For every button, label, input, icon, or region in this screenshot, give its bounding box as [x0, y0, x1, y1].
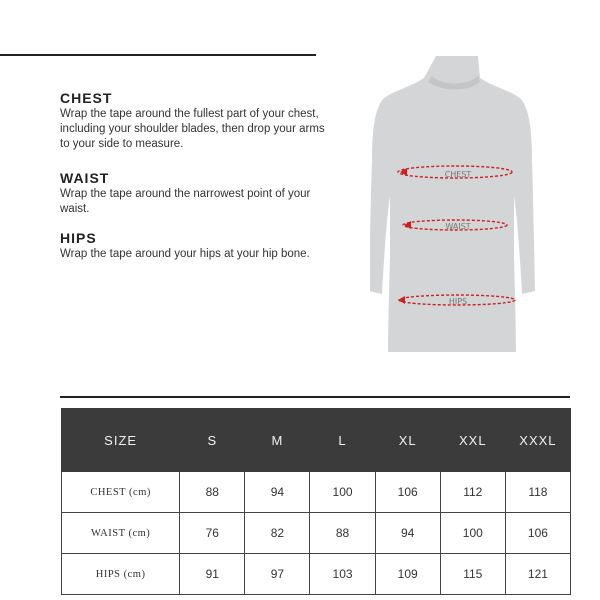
size-chart-table	[61, 408, 571, 595]
table-cell: 103	[310, 554, 375, 595]
table-cell: 88	[310, 513, 375, 554]
table-cell: 91	[180, 554, 245, 595]
row-label-waist: WAIST (cm)	[62, 513, 180, 554]
chest-description: Wrap the tape around the fullest part of your chest, including your shoulder blades, then drop your arms to your side to measure.	[60, 108, 325, 150]
row-label-chest: CHEST (cm)	[62, 472, 180, 513]
header-m: M	[245, 409, 310, 472]
hips-instruction	[60, 230, 330, 262]
table-cell: 94	[245, 472, 310, 513]
table-row	[62, 513, 571, 554]
chest-heading: CHEST	[60, 90, 113, 106]
header-s: S	[180, 409, 245, 472]
chest-instruction	[60, 90, 330, 152]
hips-heading: HIPS	[60, 230, 97, 246]
table-cell: 106	[505, 513, 570, 554]
table-cell: 118	[505, 472, 570, 513]
header-xl: XL	[375, 409, 440, 472]
row-label-hips: HIPS (cm)	[62, 554, 180, 595]
table-cell: 94	[375, 513, 440, 554]
header-xxl: XXL	[440, 409, 505, 472]
body-silhouette	[370, 56, 535, 352]
chest-tape-label: CHEST	[444, 170, 472, 179]
table-row	[62, 554, 571, 595]
table-cell: 100	[310, 472, 375, 513]
table-cell: 112	[440, 472, 505, 513]
table-row	[62, 472, 571, 513]
hips-description: Wrap the tape around your hips at your hip bone.	[60, 248, 310, 260]
waist-description: Wrap the tape around the narrowest point of your waist.	[60, 188, 311, 215]
header-xxxl: XXXL	[505, 409, 570, 472]
table-cell: 76	[180, 513, 245, 554]
table-cell: 106	[375, 472, 440, 513]
hips-tape-label: HIPS	[448, 297, 468, 306]
table-divider	[60, 396, 570, 398]
table-cell: 88	[180, 472, 245, 513]
table-cell: 82	[245, 513, 310, 554]
table-header-row	[62, 409, 571, 472]
table-cell: 97	[245, 554, 310, 595]
header-l: L	[310, 409, 375, 472]
top-divider	[0, 54, 316, 56]
waist-tape-label: WAIST	[445, 222, 471, 231]
body-measurement-figure	[370, 56, 540, 352]
header-size: SIZE	[62, 409, 180, 472]
waist-instruction	[60, 170, 330, 217]
table-cell: 100	[440, 513, 505, 554]
table-cell: 121	[505, 554, 570, 595]
table-cell: 115	[440, 554, 505, 595]
waist-heading: WAIST	[60, 170, 110, 186]
table-cell: 109	[375, 554, 440, 595]
